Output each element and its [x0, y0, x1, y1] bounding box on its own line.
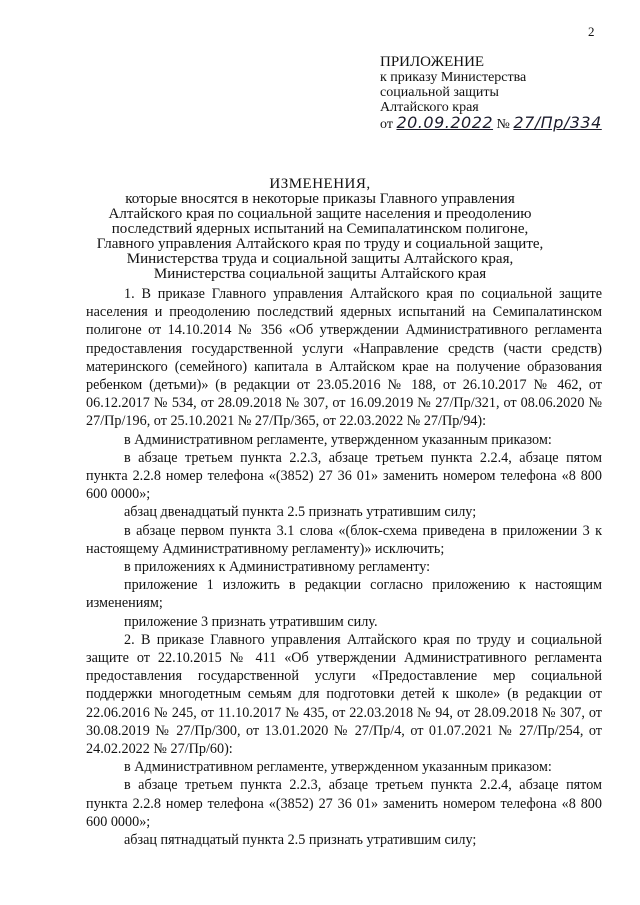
document-body — [86, 285, 602, 849]
appendix-heading: ПРИЛОЖЕНИЕ — [380, 54, 485, 70]
paragraph: в приложениях к Административному регламенту: — [124, 559, 431, 576]
paragraph: приложение 3 признать утратившим силу. — [124, 613, 378, 630]
paragraph: в абзаце третьем пункта 2.2.3, абзаце третьем пункта 2.2.4, абзаце пятом пункта 2.2.8 номер телефона «(3852) 27 36 01» заменить номером телефона «8 800 600 0000»; — [86, 777, 602, 830]
title-line: Министерства труда и социальной защиты Алтайского края, — [126, 251, 514, 267]
paragraph: 2. В приказе Главного управления Алтайского края по труду и социальной защите от 22.10.2015 № 411 «Об утверждении Административного регламента предоставления государственной услуги «Предоставление мер социальной поддержки многодетным семьям для подготовки детей к школе» (в редакции от 22.06.2016 № 245, от 11.10.2017 № 435, от 22.03.2018 № 94, от 28.09.2018 № 307, от 30.08.2019 № 27/Пр/300, от 13.01.2020 № 27/Пр/4, от 01.07.2021 № 27/Пр/254, от 24.02.2022 № 27/Пр/60): — [86, 631, 602, 758]
paragraph: в Административном регламенте, утвержденном указанным приказом: — [124, 431, 552, 448]
appendix-date-number-line — [380, 115, 602, 132]
appendix-line-3: Алтайского края — [380, 100, 479, 115]
number-sign: № — [496, 117, 510, 132]
handwritten-number: 27/Пр/334 — [513, 113, 602, 132]
appendix-line-2: социальной защиты — [380, 85, 499, 100]
document-title — [0, 177, 640, 282]
from-prefix: от — [380, 117, 393, 132]
paragraph: в абзаце первом пункта 3.1 слова «(блок-схема приведена в приложении 3 к настоящему Административному регламенту)» исключить; — [86, 522, 602, 557]
handwritten-date: 20.09.2022 — [396, 113, 494, 132]
paragraph: абзац пятнадцатый пункта 2.5 признать утратившим силу; — [124, 832, 477, 849]
paragraph: 1. В приказе Главного управления Алтайского края по социальной защите населения и преодолению последствий ядерных испытаний на Семипалатинском полигоне от 14.10.2014 № 356 «Об утверждении Административного регламента предоставления государственной услуги «Направление средств (части средств) материнского (семейного) капитала в Алтайском крае на получение образования ребенком (детьми)» (в редакции от 23.05.2016 № 188, от 26.10.2017 № 462, от 06.12.2017 № 534, от 28.09.2018 № 307, от 16.09.2019 № 27/Пр/321, от 08.06.2020 № 27/Пр/196, от 25.10.2021 № 27/Пр/365, от 22.03.2022 № 27/Пр/94): — [86, 286, 602, 430]
paragraph: в абзаце третьем пункта 2.2.3, абзаце третьем пункта 2.2.4, абзаце пятом пункта 2.2.8 номер телефона «(3852) 27 36 01» заменить номером телефона «8 800 600 0000»; — [86, 449, 602, 503]
paragraph: абзац двенадцатый пункта 2.5 признать утратившим силу; — [124, 504, 477, 521]
title-heading: ИЗМЕНЕНИЯ, — [269, 176, 371, 192]
appendix-line-1: к приказу Министерства — [380, 70, 527, 85]
page-number: 2 — [588, 24, 595, 39]
title-line: Министерства социальной защиты Алтайского края — [153, 266, 487, 282]
paragraph: в Административном регламенте, утвержденном указанным приказом: — [124, 759, 552, 776]
title-line: Алтайского края по социальной защите населения и преодолению — [108, 206, 532, 222]
title-line: последствий ядерных испытаний на Семипалатинском полигоне, — [111, 221, 529, 237]
appendix-block — [380, 55, 602, 132]
title-line: которые вносятся в некоторые приказы Главного управления — [125, 191, 515, 207]
paragraph: приложение 1 изложить в редакции согласно приложению к настоящим изменениям; — [86, 577, 602, 612]
title-line: Главного управления Алтайского края по труду и социальной защите, — [96, 236, 544, 252]
